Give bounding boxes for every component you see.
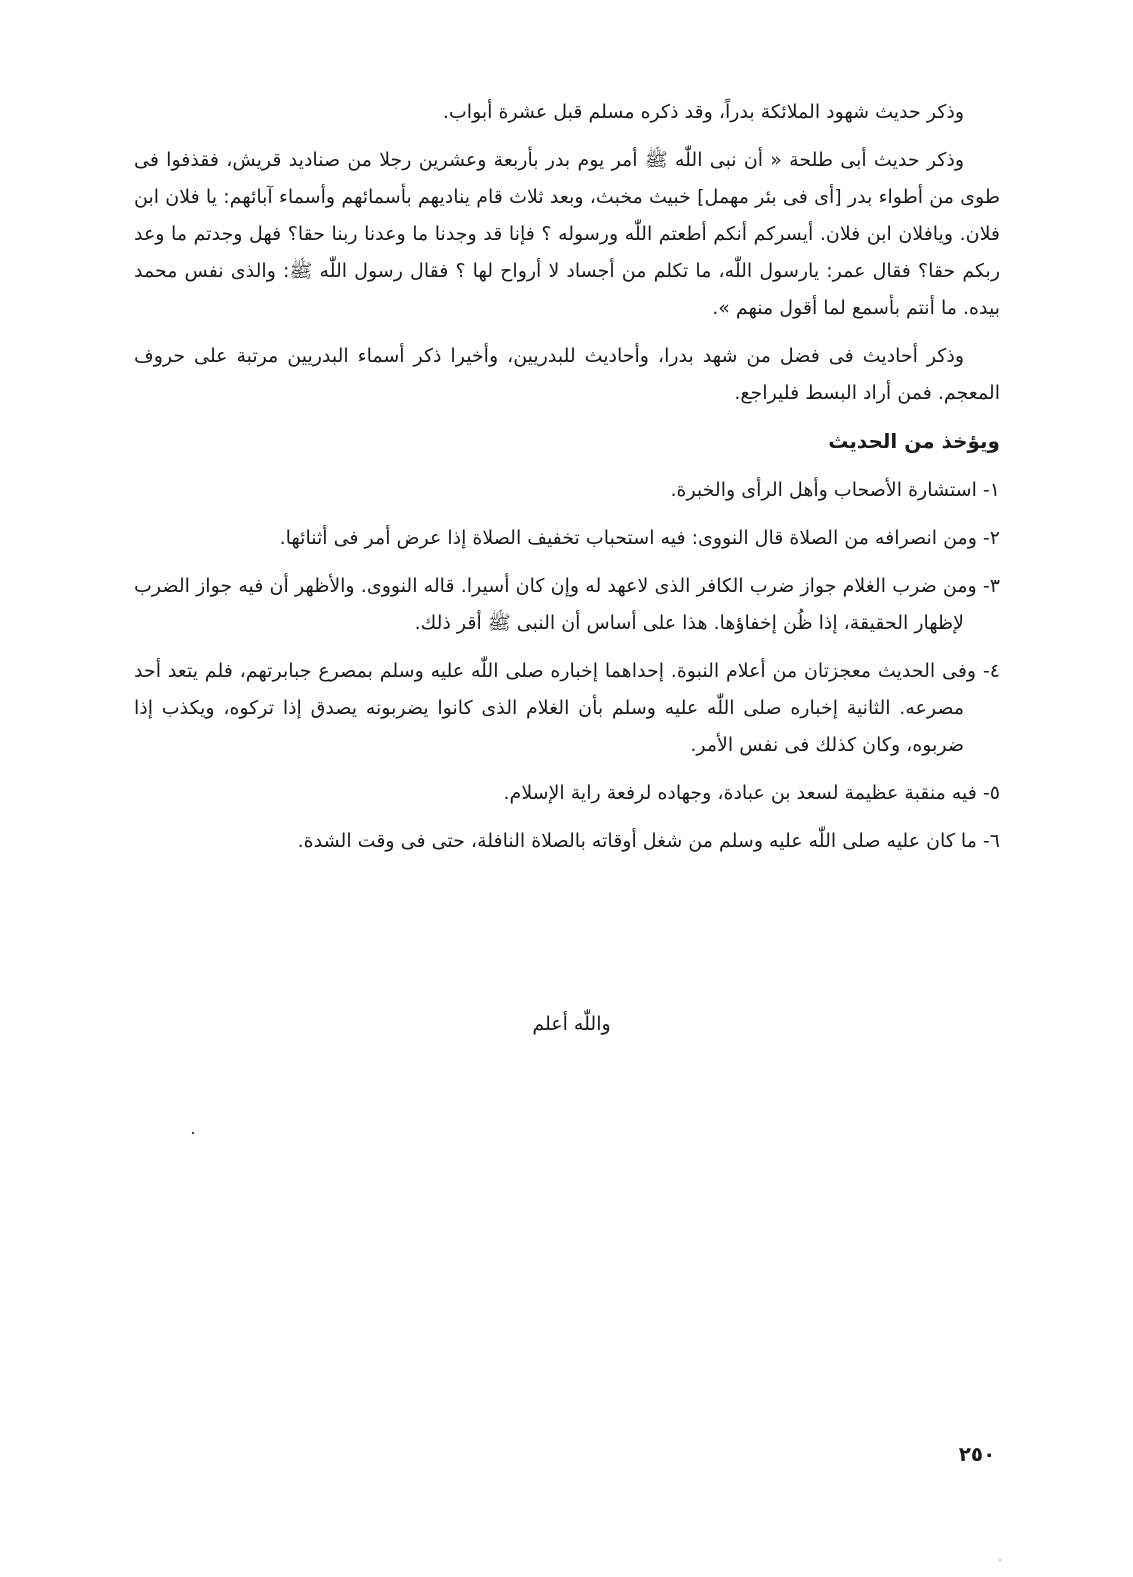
page-number: ٢٥٠ (958, 1442, 996, 1466)
list-item-1: ١- استشارة الأصحاب وأهل الرأى والخبرة. (670, 479, 1000, 501)
list-item-4: ٤- وفى الحديث معجزتان من أعلام النبوة. إحداهما إخباره صلى اللّٰه عليه وسلم بمصرع جبابرتهم، فلم يتعد أحد مصرعه. الثانية إخباره صلى اللّٰه عليه وسلم بأن الغلام الذى كانوا يضربونه يصدق إذا تركوه، ويكذب إذا ضربوه، وكان كذلك فى نفس الأمر. (134, 660, 1000, 756)
list-item-2: ٢- ومن انصرافه من الصلاة قال النووى: فيه استحباب تخفيف الصلاة إذا عرض أمر فى أثنائها. (279, 527, 1000, 549)
list-item-5: ٥- فيه منقبة عظيمة لسعد بن عبادة، وجهاده لرفعة راية الإسلام. (503, 782, 1000, 804)
speck (192, 1132, 194, 1134)
list-item-3: ٣- ومن ضرب الغلام جواز ضرب الكافر الذى لاعهد له وإن كان أسيرا. قاله النووى. والأظهر أن فيه جواز الضرب لإظهار الحقيقة، إذا ظُن إخفاؤها. هذا على أساس أن النبى ﷺ أقر ذلك. (134, 575, 1000, 634)
list-item-6: ٦- ما كان عليه صلى اللّٰه عليه وسلم من شغل أوقاته بالصلاة النافلة، حتى فى وقت الشدة. (297, 830, 1000, 852)
speck (999, 1559, 1001, 1561)
closing-phrase: واللّٰه أعلم (532, 1013, 611, 1035)
paragraph-1: وذكر حديث شهود الملائكة بدراً، وقد ذكره مسلم قبل عشرة أبواب. (442, 101, 964, 123)
paragraph-3: وذكر أحاديث فى فضل من شهد بدرا، وأحاديث للبدريين، وأخيرا ذكر أسماء البدريين مرتبة على حروف المعجم. فمن أراد البسط فليراجع. (134, 345, 1000, 404)
section-heading: ويؤخذ من الحديث (828, 429, 1000, 453)
paragraph-2: وذكر حديث أبى طلحة « أن نبى اللّٰه ﷺ أمر يوم بدر بأربعة وعشرين رجلا من صناديد قريش، فقذفوا فى طوى من أطواء بدر [أى فى بئر مهمل] خبيث مخبث، وبعد ثلاث قام يناديهم بأسمائهم وأسماء آبائهم: يا فلان ابن فلان. ويافلان ابن فلان. أيسركم أنكم أطعتم اللّٰه ورسوله ؟ فإنا قد وجدنا ما وعدنا ربنا حقا؟ فهل وجدتم ما وعد ربكم حقا؟ فقال عمر: يارسول اللّٰه، ما تكلم من أجساد لا أرواح لها ؟ فقال رسول اللّٰه ﷺ: والذى نفس محمد بيده. ما أنتم بأسمع لما أقول منهم ». (134, 149, 1000, 319)
